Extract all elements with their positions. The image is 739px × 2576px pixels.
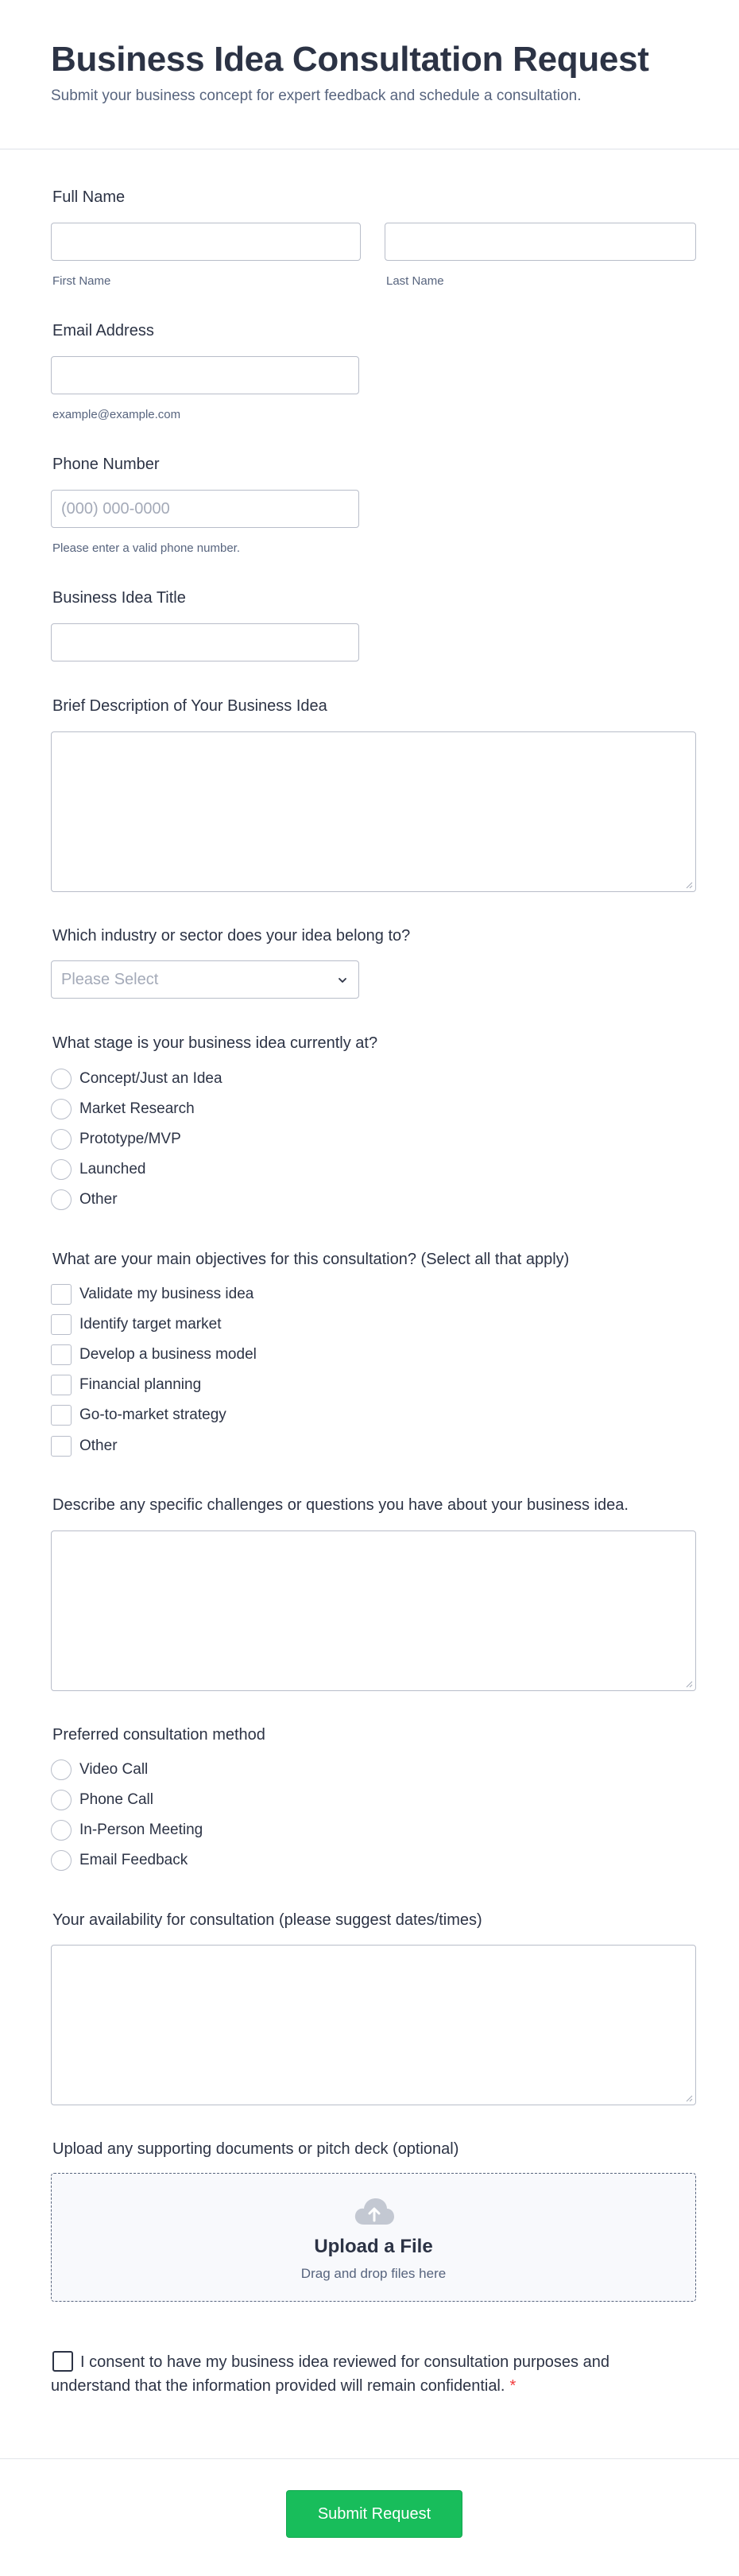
option-label: Validate my business idea (79, 1286, 254, 1302)
availability-label: Your availability for consultation (please suggest dates/times) (52, 1911, 482, 1929)
radio-button[interactable] (51, 1099, 72, 1119)
industry-label: Which industry or sector does your idea belong to? (52, 927, 411, 945)
option-label: Video Call (79, 1761, 149, 1778)
method-option[interactable] (51, 1789, 607, 1811)
upload-hint: Drag and drop files here (300, 2266, 447, 2281)
challenges-label: Describe any specific challenges or questions you have about your business idea. (52, 1496, 629, 1514)
objective-option[interactable] (51, 1344, 607, 1366)
resize-grip-icon[interactable] (685, 881, 693, 889)
email-sublabel: example@example.com (52, 408, 181, 421)
option-label: Financial planning (79, 1376, 202, 1393)
description-label: Brief Description of Your Business Idea (52, 697, 327, 715)
option-label: Develop a business model (79, 1346, 257, 1363)
upload-title: Upload a File (314, 2236, 433, 2257)
availability-textarea[interactable] (51, 1945, 696, 2105)
checkbox[interactable] (51, 1436, 72, 1457)
form-header (0, 0, 739, 149)
radio-button[interactable] (51, 1820, 72, 1841)
option-label: Launched (79, 1161, 146, 1177)
objective-option[interactable] (51, 1313, 607, 1336)
stage-option[interactable] (51, 1128, 607, 1150)
option-label: In-Person Meeting (79, 1821, 203, 1838)
radio-button[interactable] (51, 1759, 72, 1780)
description-textarea[interactable] (51, 731, 696, 892)
full-name-label: Full Name (52, 188, 126, 206)
objectives-label: What are your main objectives for this consultation? (Select all that apply) (52, 1251, 570, 1268)
option-label: Other (79, 1191, 118, 1208)
resize-grip-icon[interactable] (685, 1680, 693, 1688)
checkbox[interactable] (51, 1375, 72, 1395)
option-label: Concept/Just an Idea (79, 1070, 222, 1087)
first-name-sublabel: First Name (52, 274, 111, 288)
industry-select[interactable] (51, 960, 359, 999)
method-option[interactable] (51, 1849, 607, 1872)
checkbox[interactable] (51, 1314, 72, 1335)
challenges-textarea[interactable] (51, 1530, 696, 1691)
cloud-upload-icon (354, 2196, 395, 2228)
resize-grip-icon[interactable] (685, 2094, 693, 2102)
stage-label: What stage is your business idea currently at? (52, 1034, 378, 1052)
checkbox[interactable] (51, 1405, 72, 1426)
consent-text: I consent to have my business idea reviewed for consultation purposes and understand that the information provided will remain confidential. (51, 2353, 609, 2395)
objective-option[interactable] (51, 1374, 607, 1396)
stage-option[interactable] (51, 1189, 607, 1211)
phone-placeholder: (000) 000-0000 (61, 500, 170, 518)
submit-button[interactable]: Submit Request (286, 2490, 462, 2538)
chevron-down-icon (336, 974, 349, 987)
method-option[interactable] (51, 1819, 607, 1841)
email-input[interactable] (51, 356, 359, 394)
option-label: Prototype/MVP (79, 1131, 181, 1147)
radio-button[interactable] (51, 1790, 72, 1810)
page-subtitle: Submit your business concept for expert feedback and schedule a consultation. (51, 87, 582, 104)
upload-label: Upload any supporting documents or pitch deck (optional) (52, 2140, 459, 2158)
page-title: Business Idea Consultation Request (51, 40, 649, 79)
idea-title-input[interactable] (51, 623, 359, 661)
radio-button[interactable] (51, 1159, 72, 1180)
option-label: Identify target market (79, 1316, 222, 1333)
required-asterisk: * (509, 2377, 517, 2395)
checkbox[interactable] (51, 1344, 72, 1365)
email-label: Email Address (52, 322, 154, 339)
last-name-sublabel: Last Name (386, 274, 444, 288)
radio-button[interactable] (51, 1129, 72, 1150)
option-label: Other (79, 1437, 118, 1454)
option-label: Email Feedback (79, 1852, 188, 1868)
objective-option[interactable] (51, 1404, 607, 1426)
checkbox[interactable] (51, 1284, 72, 1305)
method-label: Preferred consultation method (52, 1726, 265, 1744)
phone-input[interactable] (51, 490, 359, 528)
idea-title-label: Business Idea Title (52, 589, 186, 607)
phone-sublabel: Please enter a valid phone number. (52, 541, 240, 555)
option-label: Market Research (79, 1100, 195, 1117)
option-label: Phone Call (79, 1791, 153, 1808)
method-option[interactable] (51, 1759, 607, 1781)
radio-button[interactable] (51, 1069, 72, 1089)
stage-option[interactable] (51, 1098, 607, 1120)
objective-option[interactable] (51, 1435, 607, 1457)
phone-label: Phone Number (52, 456, 160, 473)
radio-button[interactable] (51, 1189, 72, 1210)
objective-option[interactable] (51, 1283, 607, 1305)
file-upload-dropzone[interactable] (51, 2173, 696, 2302)
stage-option[interactable] (51, 1158, 607, 1181)
stage-option[interactable] (51, 1068, 607, 1090)
last-name-input[interactable] (385, 223, 696, 261)
option-label: Go-to-market strategy (79, 1406, 226, 1423)
industry-placeholder: Please Select (61, 971, 159, 988)
consent-label (51, 2350, 623, 2398)
first-name-input[interactable] (51, 223, 361, 261)
radio-button[interactable] (51, 1850, 72, 1871)
